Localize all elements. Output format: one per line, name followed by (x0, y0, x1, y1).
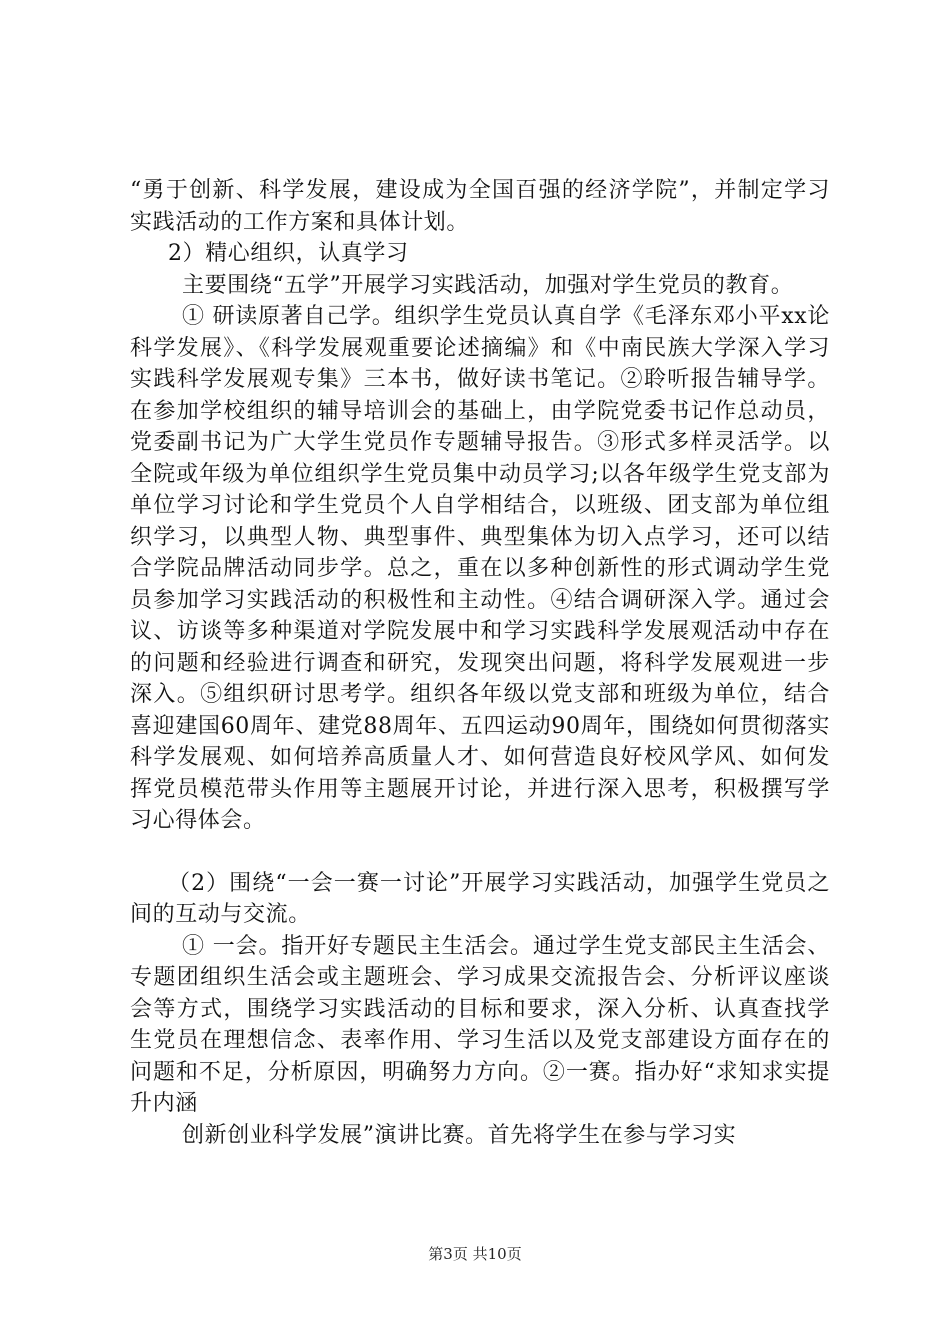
paragraph-2: 主要围绕“五学”开展学习实践活动，加强对学生党员的教育。 (182, 272, 794, 298)
page-number: 第3页 共10页 (428, 1245, 522, 1263)
body-text (130, 175, 830, 1151)
paragraph-6: 创新创业科学发展”演讲比赛。首先将学生在参与学习实 (182, 1122, 737, 1148)
paragraph-3: ① 研读原著自己学。组织学生党员认真自学《毛泽东邓小平xx论科学发展》、《科学发展观重要论述摘编》和《中南民族大学深入学习实践科学发展观专集》三本书，做好读书笔记。②聆听报告辅导学。在参加学校组织的辅导培训会的基础上，由学院党委书记作总动员，党委副书记为广大学生党员作专题辅导报告。③形式多样灵活学。以全院或年级为单位组织学生党员集中动员学习;以各年级学生党支部为单位学习讨论和学生党员个人自学相结合，以班级、团支部为单位组织学习，以典型人物、典型事件、典型集体为切入点学习，还可以结合学院品牌活动同步学。总之，重在以多种创新性的形式调动学生党员参加学习实践活动的积极性和主动性。④结合调研深入学。通过会议、访谈等多种渠道对学院发展中和学习实践科学发展观活动中存在的问题和经验进行调查和研究，发现突出问题，将科学发展观进一步深入。⑤组织研讨思考学。组织各年级以党支部和班级为单位，结合喜迎建国60周年、建党88周年、五四运动90周年，围绕如何贯彻落实科学发展观、如何培养高质量人才、如何营造良好校风学风、如何发挥党员模范带头作用等主题展开讨论，并进行深入思考，积极撰写学习心得体会。 (130, 304, 830, 833)
paragraph-1: “勇于创新、科学发展，建设成为全国百强的经济学院”，并制定学习实践活动的工作方案和具体计划。 (130, 178, 830, 235)
section-heading: 2）精心组织，认真学习 (168, 241, 409, 266)
paragraph-5: ① 一会。指开好专题民主生活会。通过学生党支部民主生活会、专题团组织生活会或主题班会、学习成果交流报告会、分析评议座谈会等方式，围绕学习实践活动的目标和要求，深入分析、认真查找学生党员在理想信念、表率作用、学习生活以及党支部建设方面存在的问题和不足，分析原因，明确努力方向。②一赛。指办好“求知求实提升内涵 (130, 933, 830, 1116)
paragraph-4: （2）围绕“一会一赛一讨论”开展学习实践活动，加强学生党员之间的互动与交流。 (130, 870, 830, 927)
